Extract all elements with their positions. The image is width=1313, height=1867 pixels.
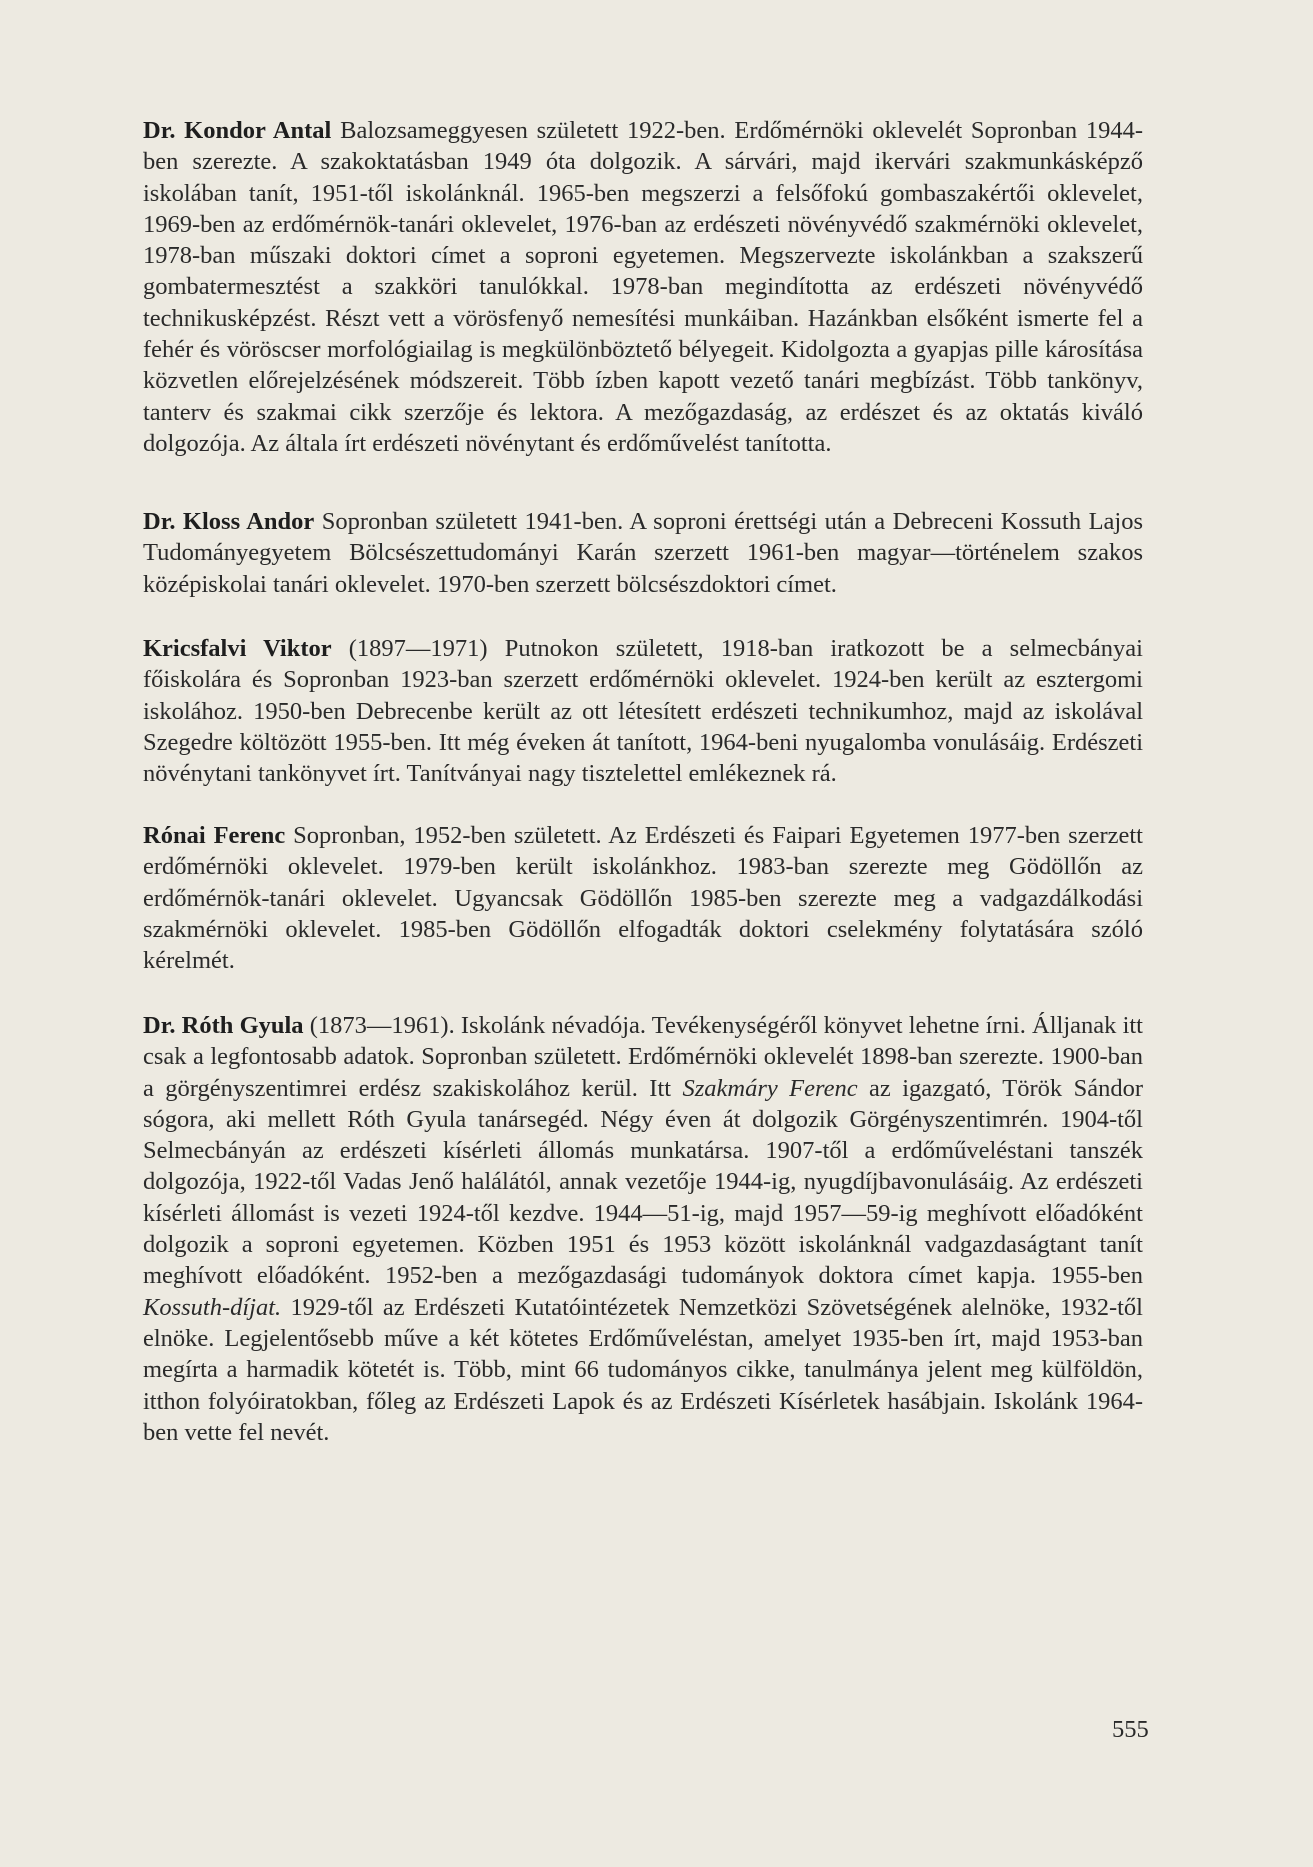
bio-italic-award: Kossuth-díjat. [143,1293,282,1321]
bio-name: Kricsfalvi Viktor [143,635,332,662]
bio-name: Dr. Kondor Antal [143,117,332,144]
bio-text: Sopronban, 1952-ben született. Az Erdészeti és Faipari Egyetemen 1977-ben szerzett erdőmérnöki oklevelet. 1979-ben került iskolánkhoz. 1983-ban szerezte meg Gödöllőn az erdőmérnök-tanári oklevelet. Ugyancsak Gödöllőn 1985-ben szerezte meg a vadgazdálkodási szakmérnöki oklevelet. 1985-ben Gödöllőn elfogadták doktori cselekmény folytatására szóló kérelmét. [143,822,1143,975]
bio-kondor-antal [143,115,1143,459]
bio-ronai-ferenc [143,820,1143,976]
bio-name: Rónai Ferenc [143,822,286,849]
bio-text: (1897—1971) Putnokon született, 1918-ban iratkozott be a selmecbányai főiskolára és Sopronban 1923-ban szerzett erdőmérnöki oklevelet. 1924-ben került az esztergomi iskolához. 1950-ben Debrecenbe került az ott létesített erdészeti technikumhoz, majd az iskolával Szegedre költözött 1955-ben. Itt még éveken át tanított, 1964-beni nyugalomba vonulásáig. Erdészeti növénytani tankönyvet írt. Tanítványai nagy tisztelettel emlékeznek rá. [143,635,1143,788]
bio-name: Dr. Róth Gyula [143,1012,304,1039]
bio-kricsfalvi-viktor [143,633,1143,789]
bio-text: 1929-től az Erdészeti Kutatóintézetek Nemzetközi Szövetségének alelnöke, 1932-től elnöke. Legjelentősebb műve a két kötetes Erdőműveléstan, amelyet 1935-ben írt, majd 1953-ban megírta a harmadik kötetét is. Több, mint 66 tudományos cikke, tanulmánya jelent meg külföldön, itthon folyóiratokban, főleg az Erdészeti Lapok és az Erdészeti Kísérletek hasábjain. Iskolánk 1964-ben vette fel nevét. [143,1293,1143,1446]
bio-name: Dr. Kloss Andor [143,508,315,535]
bio-text: (1873—1961). Iskolánk névadója. Tevékenységéről könyvet lehetne írni. Álljanak itt csak a legfontosabb adatok. Sopronban született. Erdőmérnöki oklevelét 1898-ban szerezte. 1900-ban a görgényszentimrei erdész szakiskolához kerül. Itt [143,1012,1143,1102]
page-number: 555 [1112,1716,1149,1743]
bio-text: az igazgató, Török Sándor sógora, aki mellett Róth Gyula tanársegéd. Négy éven át dolgozik Görgényszentimrén. 1904-től Selmecbányán az erdészeti kísérleti állomás munkatársa. 1907-től a erdőműveléstani tanszék dolgozója, 1922-től Vadas Jenő halálától, annak vezetője 1944-ig, nyugdíjbavonulásáig. Az erdészeti kísérleti állomást is vezeti 1924-től kezdve. 1944—51-ig, majd 1957—59-ig meghívott előadóként dolgozik a soproni egyetemen. Közben 1951 és 1953 között iskolánknál vadgazdaságtant tanít meghívott előadóként. 1952-ben a mezőgazdasági tudományok doktora címet kapja. 1955-ben [143,1074,1143,1290]
bio-roth-gyula [143,1010,1143,1448]
bio-kloss-andor [143,506,1143,600]
bio-text: Balozsameggyesen született 1922-ben. Erdőmérnöki oklevelét Sopronban 1944-ben szerezte. A szakoktatásban 1949 óta dolgozik. A sárvári, majd ikervári szakmunkásképző iskolában tanít, 1951-től iskolánknál. 1965-ben megszerzi a felsőfokú gombaszakértői oklevelet, 1969-ben az erdőmérnök-tanári oklevelet, 1976-ban az erdészeti növényvédő szakmérnöki oklevelet, 1978-ban műszaki doktori címet a soproni egyetemen. Megszervezte iskolánkban a szakszerű gombatermesztést a szakköri tanulókkal. 1978-ban megindította az erdészeti növényvédő technikusképzést. Részt vett a vörösfenyő nemesítési munkáiban. Hazánkban elsőként ismerte fel a fehér és vöröscser morfológiailag is megkülönböztető bélyegeit. Kidolgozta a gyapjas pille károsítása közvetlen előrejelzésének módszereit. Több ízben kapott vezető tanári megbízást. Több tankönyv, tanterv és szakmai cikk szerzője és lektora. A mezőgazdaság, az erdészet és az oktatás kiváló dolgozója. Az általa írt erdészeti növénytant és erdőművelést tanította. [143,117,1143,457]
bio-text: Sopronban született 1941-ben. A soproni érettségi után a Debreceni Kossuth Lajos Tudományegyetem Bölcsészettudományi Karán szerzett 1961-ben magyar—történelem szakos középiskolai tanári oklevelet. 1970-ben szerzett bölcsészdoktori címet. [143,508,1144,598]
bio-italic-name: Szakmáry Ferenc [682,1074,858,1102]
